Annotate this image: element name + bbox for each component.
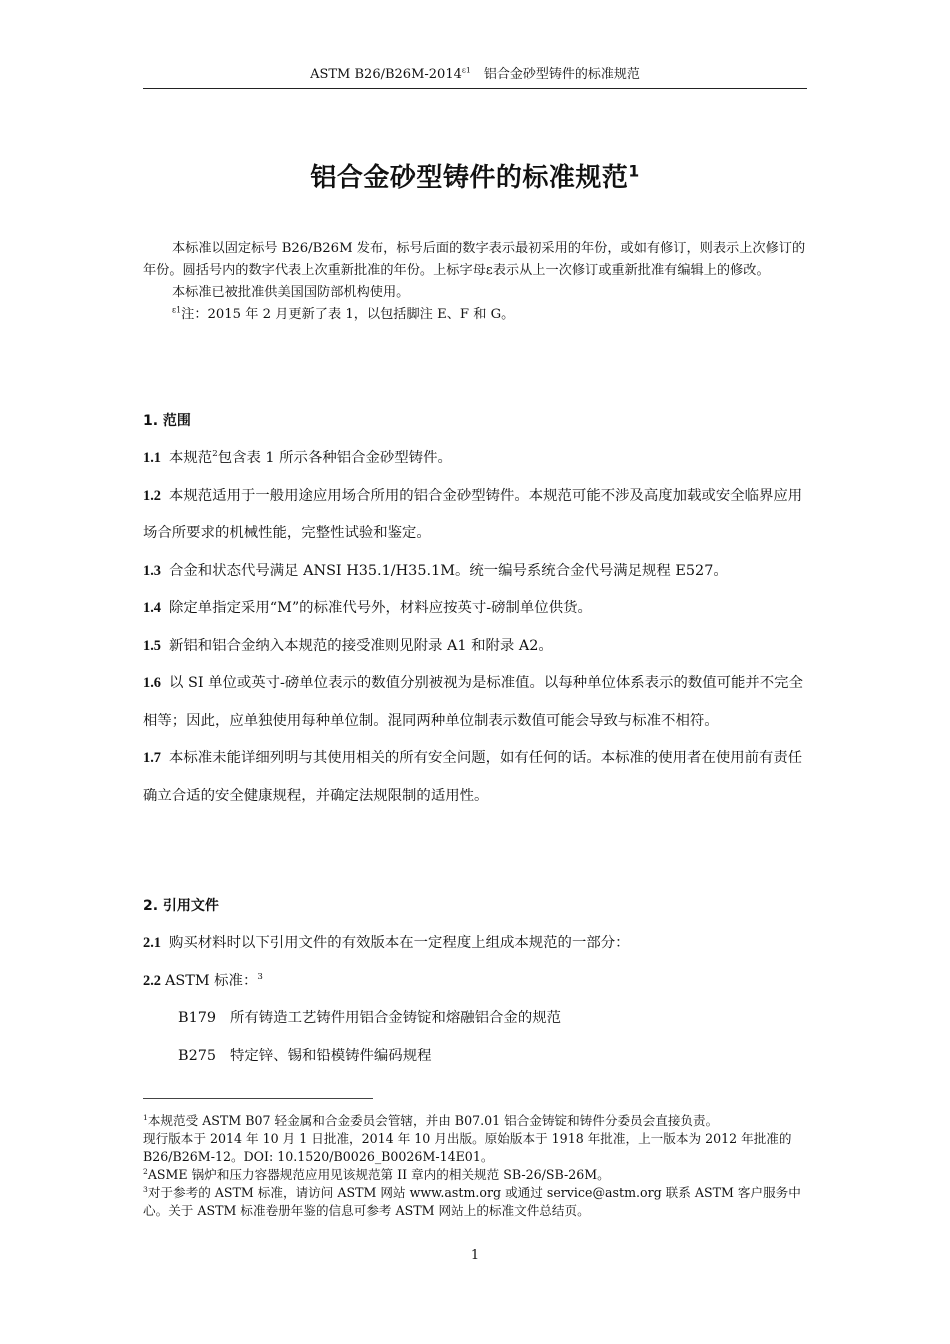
clause-number: 1.3 — [143, 562, 161, 579]
intro-paragraph-3 — [143, 304, 807, 326]
reference-title: 特定锌、锡和铅模铸件编码规程 — [230, 1048, 432, 1064]
clause-text: 购买材料时以下引用文件的有效版本在一定程度上组成本规范的一部分： — [169, 935, 630, 951]
footnote-number: 3 — [143, 1184, 148, 1194]
clause-1-4 — [143, 590, 807, 628]
footnote-number: 2 — [143, 1166, 148, 1176]
clause-1-3 — [143, 553, 807, 591]
header-title: 铝合金砂型铸件的标准规范 — [470, 67, 640, 82]
clause-text: 新铝和铝合金纳入本规范的接受准则见附录 A1 和附录 A2。 — [169, 637, 553, 654]
clause-1-2 — [143, 478, 807, 553]
reference-code: B275 — [178, 1048, 217, 1064]
running-header — [143, 66, 807, 84]
footnote-3 — [143, 1184, 807, 1220]
section-2-body — [143, 925, 807, 1000]
footnote-1-cont — [143, 1130, 807, 1166]
clause-text: 除定单指定采用“M”的标准代号外，材料应按英寸-磅制单位供货。 — [169, 600, 592, 616]
clause-text: 本规范适用于一般用途应用场合所用的铝合金砂型铸件。本规范可能不涉及高度加载或安全临界应用场合所要求的机械性能，完整性试验和鉴定。 — [143, 487, 803, 541]
footnote-text: ASME 锅炉和压力容器规范应用见该规范第 II 章内的相关规范 SB-26/SB-26M。 — [147, 1167, 610, 1182]
reference-b179 — [178, 1008, 561, 1028]
reference-b275 — [178, 1046, 431, 1066]
clause-number: 1.2 — [143, 487, 161, 504]
clause-1-5 — [143, 628, 807, 666]
title-text: 铝合金砂型铸件的标准规范 — [310, 163, 629, 193]
section-heading-scope: 1. 范围 — [143, 413, 191, 429]
clause-1-6 — [143, 665, 807, 740]
clause-text: ASTM 标准： — [165, 972, 258, 989]
clause-1-7 — [143, 740, 807, 815]
footnote-text: 本规范受 ASTM B07 轻金属和合金委员会管辖，并由 B07.01 铝合金铸锭和铸件分委员会直接负责。 — [147, 1113, 719, 1128]
footnote-text: 现行版本于 2014 年 10 月 1 日批准，2014 年 10 月出版。原始版本于 1918 年批准，上一版本为 2012 年批准的 B26/B26M-12。DOI: 10.1520/B0026_B0026M-14E01。 — [143, 1131, 792, 1164]
intro-paragraph-1: 本标准以固定标号 B26/B26M 发布，标号后面的数字表示最初采用的年份，或如有修订，则表示上次修订的年份。圆括号内的数字代表上次重新批准的年份。上标字母ε表示从上一次修订或重新批准有编辑上的修改。 — [143, 241, 806, 278]
clause-number: 1.5 — [143, 637, 161, 654]
footnote-number: 1 — [143, 1112, 148, 1122]
clause-number: 2.1 — [143, 935, 161, 951]
footnote-1 — [143, 1112, 807, 1130]
section-heading-references: 2. 引用文件 — [143, 898, 219, 914]
epsilon-mark: ε1 — [172, 305, 182, 315]
reference-title: 所有铸造工艺铸件用铝合金铸锭和熔融铝合金的规范 — [230, 1010, 561, 1026]
header-code: ASTM B26/B26M-2014 — [310, 67, 462, 82]
footnote-text: 对于参考的 ASTM 标准，请访问 ASTM 网站 www.astm.org 或通过 service@astm.org 联系 ASTM 客户服务中心。关于 ASTM 标准卷册年鉴的信息可参考 ASTM 网站上的标准文件总结页。 — [143, 1185, 801, 1218]
clause-number: 1.7 — [143, 750, 161, 766]
header-rule — [143, 88, 807, 89]
title-footnote-mark: 1 — [628, 162, 640, 181]
page-number: 1 — [470, 1248, 480, 1263]
clause-text: 本标准未能详细列明与其使用相关的所有安全问题，如有任何的话。本标准的使用者在使用前有责任确立合适的安全健康规程，并确定法规限制的适用性。 — [143, 750, 803, 804]
intro-note-text: 注：2015 年 2 月更新了表 1，以包括脚注 E、F 和 G。 — [181, 307, 515, 322]
footnotes — [143, 1112, 807, 1220]
footnote-rule — [143, 1098, 373, 1099]
clause-number: 1.1 — [143, 450, 161, 466]
intro-paragraph-2: 本标准已被批准供美国国防部机构使用。 — [172, 285, 410, 300]
section-1-body — [143, 440, 807, 815]
clause-2-1 — [143, 925, 807, 963]
footnote-mark: 2 — [212, 449, 218, 460]
clause-text: 本规范 — [169, 450, 213, 466]
clause-2-2 — [143, 963, 807, 1001]
clause-1-1 — [143, 440, 807, 478]
document-title — [143, 160, 807, 196]
clause-number: 2.2 — [143, 972, 161, 989]
clause-number: 1.4 — [143, 600, 161, 616]
header-epsilon: ε1 — [461, 65, 471, 75]
intro-notes — [143, 238, 807, 326]
clause-number: 1.6 — [143, 675, 161, 691]
footnote-mark: 3 — [257, 971, 263, 982]
footnote-2 — [143, 1166, 807, 1184]
clause-text: 包含表 1 所示各种铝合金砂型铸件。 — [217, 450, 452, 466]
clause-text: 以 SI 单位或英寸-磅单位表示的数值分别被视为是标准值。以每种单位体系表示的数值可能并不完全相等；因此，应单独使用每种单位制。混同两种单位制表示数值可能会导致与标准不相符。 — [143, 675, 803, 729]
clause-text: 合金和状态代号满足 ANSI H35.1/H35.1M。统一编号系统合金代号满足规程 E527。 — [169, 562, 728, 579]
reference-code: B179 — [178, 1010, 217, 1026]
